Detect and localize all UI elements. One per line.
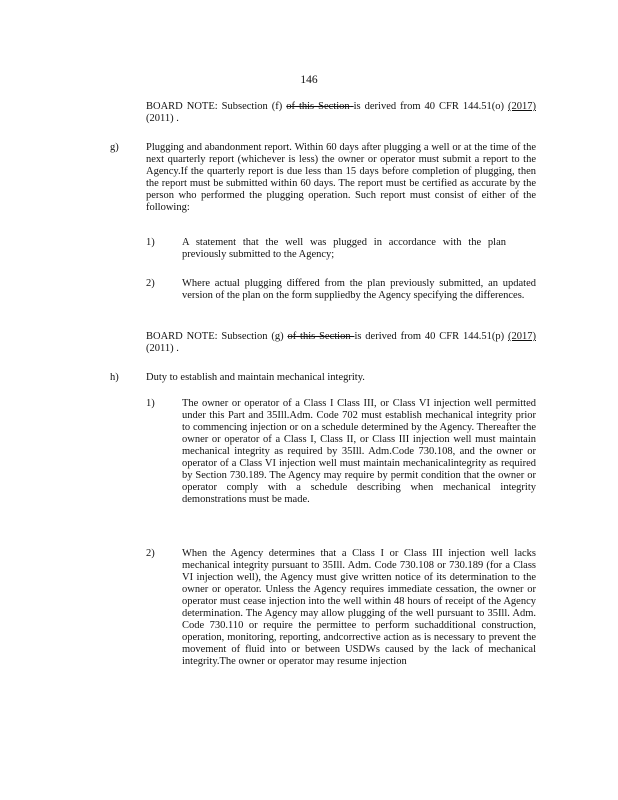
section-g-label: g)	[110, 142, 119, 153]
section-g-item-2-text: Where actual plugging differed from the plan previously submitted, an updated version of the plan on the form suppliedby the Agency specifying the differences.	[182, 278, 536, 301]
section-h-item-2-text: When the Agency determines that a Class I or Class III injection well lacks mechanical integrity pursuant to 35Ill. Adm. Code 730.108 or 730.189 (for a Class VI injection well), the Agency must give written notice of its determination to the owner or operator. Unless the Agency requires immediate cessation, the owner or operator must cease injection into the well within 48 hours of receipt of the Agency determination. The Agency may allow plugging of the well pursuant to 35Ill. Adm. Code 730.110 or require the permittee to perform suchadditional construction, operation, monitoring, reporting, andcorrective action as is necessary to prevent the movement of fluid into or between USDWs caused by the lack of mechanical integrity.The owner or operator may resume injection	[182, 548, 536, 667]
board-note-f-middle: is derived from 40 CFR 144.51(o)	[353, 101, 508, 112]
board-note-g-prefix: BOARD NOTE: Subsection (g)	[146, 331, 288, 342]
board-note-f-suffix: (2011) .	[146, 113, 179, 124]
section-h-item-2-label: 2)	[146, 548, 155, 559]
board-note-g-underlined: (2017)	[507, 331, 536, 342]
board-note-f-underlined: (2017)	[507, 101, 536, 112]
board-note-g-middle: is derived from 40 CFR 144.51(p)	[354, 331, 508, 342]
section-g-item-1-text: A statement that the well was plugged in accordance with the plan previously submitted to the Agency;	[182, 237, 506, 260]
page-number: 146	[300, 74, 318, 86]
board-note-g-struck: of this Section	[287, 331, 355, 342]
section-h-label: h)	[110, 372, 119, 383]
board-note-g-suffix: (2011) .	[146, 343, 179, 354]
section-h-item-1-label: 1)	[146, 398, 155, 409]
section-g-item-2-label: 2)	[146, 278, 155, 289]
section-g-text: Plugging and abandonment report. Within 60 days after plugging a well or at the time of the next quarterly report (whichever is less) the owner or operator must submit a report to the Agency.If the quarterly report is due less than 15 days before completion of plugging, then the report must be submitted within 60 days. The report must be certified as accurate by the person who performed the plugging operation. Such report must consist of either of the following:	[146, 142, 536, 213]
section-g-item-1-label: 1)	[146, 237, 155, 248]
section-h-text: Duty to establish and maintain mechanical integrity.	[146, 372, 365, 383]
board-note-f-struck: of this Section	[286, 101, 354, 112]
board-note-g	[146, 331, 536, 355]
board-note-f	[146, 101, 536, 125]
board-note-f-prefix: BOARD NOTE: Subsection (f)	[146, 101, 287, 112]
section-h-item-1-text: The owner or operator of a Class I Class III, or Class VI injection well permitted under this Part and 35Ill.Adm. Code 702 must establish mechanical integrity prior to commencing injection or on a schedule determined by the Agency. Thereafter the owner or operator of a Class I, Class II, or Class III injection well must maintain mechanical integrity as required by 35Ill. Adm.Code 730.108, and the owner or operator of a Class VI injection well must maintain mechanicalintegrity as required by Section 730.189. The Agency may require by permit condition that the owner or operator comply with a schedule describing when mechanical integrity demonstrations must be made.	[182, 398, 536, 505]
